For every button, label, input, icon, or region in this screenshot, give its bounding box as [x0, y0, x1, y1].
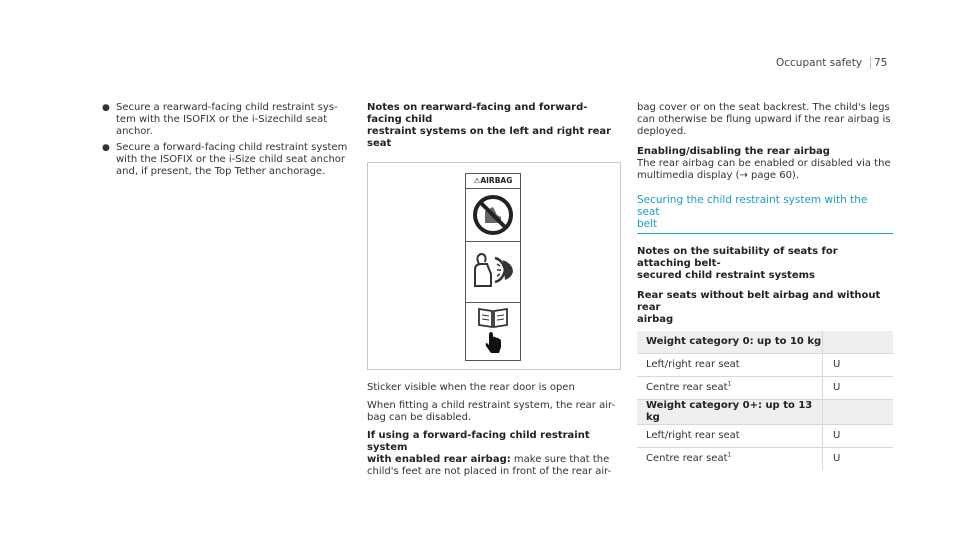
manual-and-hand-icon — [473, 305, 513, 357]
seat-label: Left/right rear seat — [637, 354, 823, 377]
page-reference-link[interactable]: page 60). — [747, 170, 800, 181]
seat-value: U — [823, 377, 894, 400]
figure-caption: Sticker visible when the rear door is open — [367, 382, 575, 393]
footnote-marker: 1 — [727, 451, 732, 459]
sticker-figure — [367, 162, 621, 370]
category-label: Weight category 0+: up to 13 kg — [637, 400, 823, 425]
seat-label: Left/right rear seat — [637, 425, 823, 448]
seat-label-cell — [637, 377, 823, 400]
category-value — [823, 400, 894, 425]
rear-seats-heading: Rear seats without belt airbag and without rear airbag — [637, 290, 881, 325]
table-category-row — [637, 400, 893, 425]
paragraph-continued: bag cover or on the seat backrest. The child's legs can otherwise be flung upward if the rear airbag is deployed. — [637, 102, 891, 137]
bullet-text: Secure a rearward-facing child restraint sys- tem with the ISOFIX or the i-Sizechild seat anchor. — [116, 102, 338, 137]
warning-lead: If using a forward-facing child restraint system with enabled rear airbag: — [367, 430, 590, 465]
table-row — [637, 377, 893, 400]
seat-value: U — [823, 354, 894, 377]
page-number: 75 — [870, 57, 887, 69]
suitability-heading: Notes on the suitability of seats for attaching belt- secured child restraint systems — [637, 246, 838, 281]
enabling-heading: Enabling/disabling the rear airbag — [637, 146, 830, 157]
seat-suitability-table — [637, 331, 893, 470]
notes-heading: Notes on rearward-facing and forward-facing child restraint systems on the left and right rear seat — [367, 102, 612, 149]
sticker-header — [466, 174, 520, 189]
bullet-item — [102, 142, 352, 178]
footnote-marker: 1 — [727, 380, 732, 388]
bullet-icon: ● — [102, 143, 110, 153]
airbag-deploy-icon — [469, 250, 517, 294]
table-row — [637, 425, 893, 448]
sticker-row — [466, 189, 520, 242]
bullet-icon: ● — [102, 103, 110, 113]
table-category-row — [637, 331, 893, 354]
header-section-title: Occupant safety — [776, 57, 863, 69]
cross-ref-arrow-icon: → — [739, 170, 748, 181]
enabling-text-pre: The rear airbag can be enabled or disabled via the multimedia display ( — [637, 158, 891, 181]
enabling-text — [637, 158, 893, 182]
seat-value: U — [823, 448, 894, 471]
bullet-item — [102, 102, 352, 138]
paragraph: When fitting a child restraint system, the rear air- bag can be disabled. — [367, 400, 616, 423]
sticker-title: AIRBAG — [480, 176, 513, 185]
sticker-row — [466, 242, 520, 303]
seat-value: U — [823, 425, 894, 448]
middle-column — [367, 102, 622, 478]
bullet-text: Secure a forward-facing child restraint system with the ISOFIX or the i-Size child seat anchor and, if present, the Top Tether anchorage. — [116, 142, 348, 177]
table-row — [637, 448, 893, 471]
seat-label: Centre rear seat — [646, 453, 728, 464]
airbag-sticker — [465, 173, 521, 361]
no-child-seat-icon — [471, 193, 515, 237]
category-value — [823, 331, 894, 354]
section-heading: Securing the child restraint system with the seat belt — [637, 194, 893, 234]
right-column — [637, 102, 893, 470]
sticker-row — [466, 303, 520, 359]
warning-paragraph — [367, 430, 622, 478]
seat-label-cell — [637, 448, 823, 471]
warning-triangle-icon: ⚠ — [473, 176, 481, 185]
warning-text: make sure that the child's feet are not placed in front of the rear air- — [367, 454, 612, 477]
table-row — [637, 354, 893, 377]
seat-label: Centre rear seat — [646, 382, 728, 393]
category-label: Weight category 0: up to 10 kg — [637, 331, 823, 354]
left-column — [102, 102, 352, 182]
